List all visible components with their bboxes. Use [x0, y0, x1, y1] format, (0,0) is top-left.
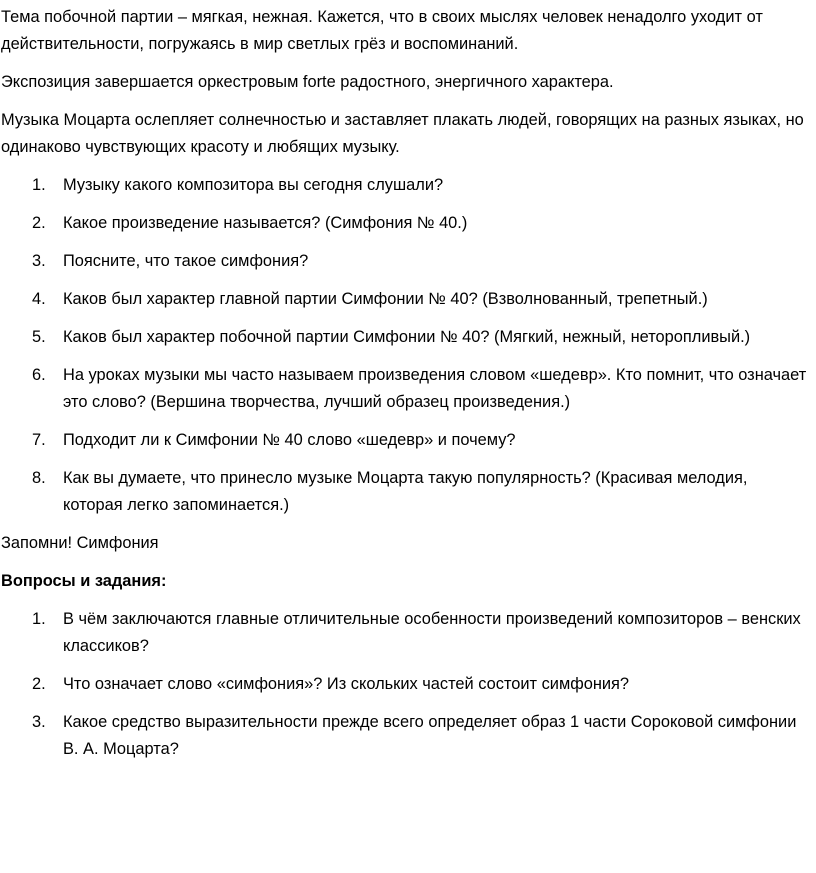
list-item-text: На уроках музыки мы часто называем произведения словом «шедевр». Кто помнит, что означает это слово? (Вершина творчества, лучший образец произведения.) [63, 366, 807, 411]
list-item-number: 1. [32, 610, 46, 628]
list-item-number: 3. [32, 252, 46, 270]
paragraph-secondary-theme: Тема побочной партии – мягкая, нежная. Кажется, что в своих мыслях человек ненадолго уходит от действительности, погружаясь в мир светлых грёз и воспоминаний. [1, 8, 763, 53]
paragraph-exposition: Экспозиция завершается оркестровым forte радостного, энергичного характера. [1, 73, 614, 91]
list-item-number: 1. [32, 176, 46, 194]
list-item [1, 210, 808, 237]
list-item [1, 709, 808, 763]
list-item-text: Какое средство выразительности прежде всего определяет образ 1 части Сороковой симфонии В. А. Моцарта? [63, 713, 797, 758]
list-item-text: Каков был характер главной партии Симфонии № 40? (Взволнованный, трепетный.) [63, 290, 708, 308]
list-item-text: Поясните, что такое симфония? [63, 252, 309, 270]
list-item [1, 286, 808, 313]
questions-tasks-list [1, 606, 808, 763]
remember-note: Запомни! Симфония [1, 534, 159, 552]
list-item [1, 248, 808, 275]
list-item-number: 6. [32, 366, 46, 384]
list-item-number: 2. [32, 675, 46, 693]
list-item-text: Каков был характер побочной партии Симфонии № 40? (Мягкий, нежный, неторопливый.) [63, 328, 751, 346]
list-item [1, 427, 808, 454]
list-item-number: 4. [32, 290, 46, 308]
list-item-number: 3. [32, 713, 46, 731]
list-item-text: Как вы думаете, что принесло музыке Моцарта такую популярность? (Красивая мелодия, которая легко запоминается.) [63, 469, 748, 514]
list-item-text: Подходит ли к Симфонии № 40 слово «шедевр» и почему? [63, 431, 516, 449]
list-item [1, 172, 808, 199]
list-item-number: 7. [32, 431, 46, 449]
lesson-questions-list [1, 172, 808, 519]
list-item [1, 362, 808, 416]
list-item-number: 2. [32, 214, 46, 232]
list-item-text: Какое произведение называется? (Симфония № 40.) [63, 214, 468, 232]
list-item-text: Что означает слово «симфония»? Из скольких частей состоит симфония? [63, 675, 630, 693]
list-item-text: В чём заключаются главные отличительные особенности произведений композиторов – венских классиков? [63, 610, 801, 655]
list-item-number: 5. [32, 328, 46, 346]
paragraph-mozart-music: Музыка Моцарта ослепляет солнечностью и заставляет плакать людей, говорящих на разных языках, но одинаково чувствующих красоту и любящих музыку. [1, 111, 804, 156]
list-item [1, 606, 808, 660]
list-item-text: Музыку какого композитора вы сегодня слушали? [63, 176, 444, 194]
list-item [1, 324, 808, 351]
list-item-number: 8. [32, 469, 46, 487]
list-item [1, 465, 808, 519]
questions-heading: Вопросы и задания: [1, 572, 167, 590]
list-item [1, 671, 808, 698]
